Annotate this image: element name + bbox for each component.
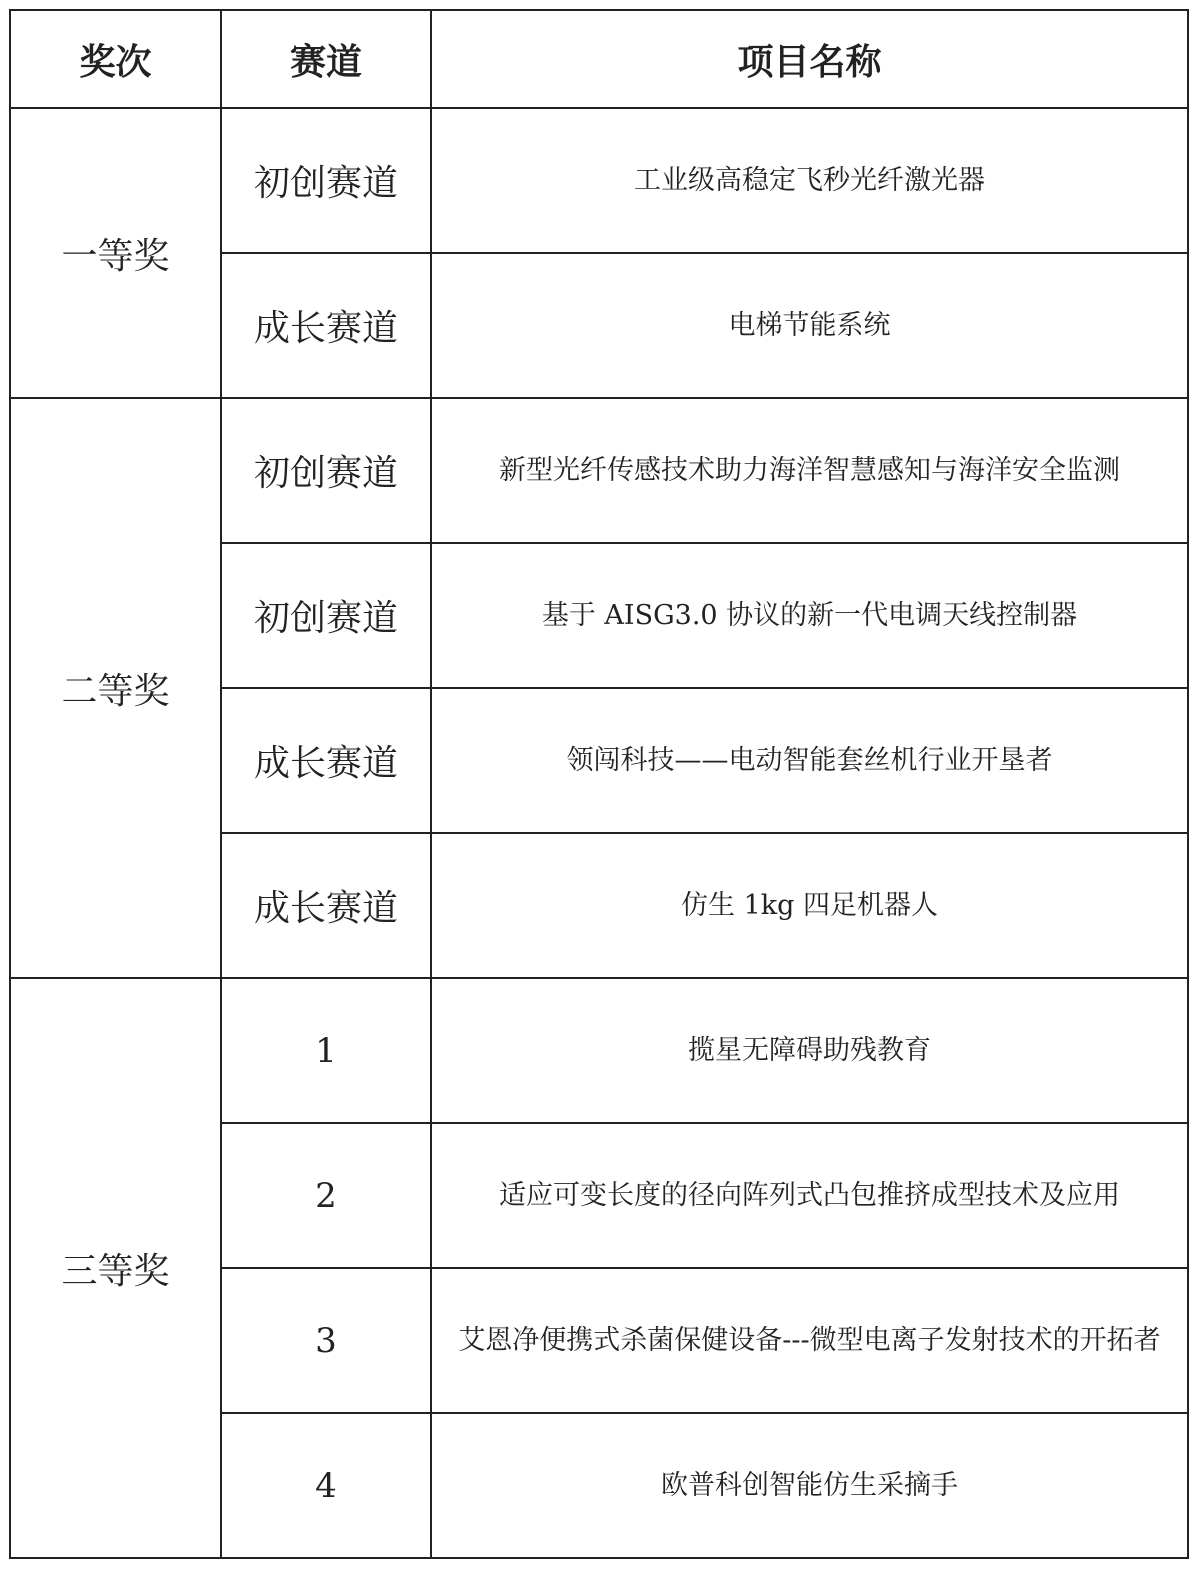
project-cell: 艾恩净便携式杀菌保健设备---微型电离子发射技术的开拓者 <box>431 1268 1188 1413</box>
track-cell: 成长赛道 <box>221 833 431 978</box>
project-cell: 适应可变长度的径向阵列式凸包推挤成型技术及应用 <box>431 1123 1188 1268</box>
project-cell: 仿生 1kg 四足机器人 <box>431 833 1188 978</box>
rank-cell: 3 <box>221 1268 431 1413</box>
project-cell: 基于 AISG3.0 协议的新一代电调天线控制器 <box>431 543 1188 688</box>
track-cell: 初创赛道 <box>221 398 431 543</box>
award-cell-first: 一等奖 <box>10 108 221 398</box>
project-cell: 电梯节能系统 <box>431 253 1188 398</box>
track-cell: 成长赛道 <box>221 688 431 833</box>
header-row <box>10 10 1188 108</box>
project-cell: 揽星无障碍助残教育 <box>431 978 1188 1123</box>
project-cell: 欧普科创智能仿生采摘手 <box>431 1413 1188 1558</box>
track-cell: 初创赛道 <box>221 108 431 253</box>
rank-cell: 4 <box>221 1413 431 1558</box>
track-cell: 初创赛道 <box>221 543 431 688</box>
track-cell: 成长赛道 <box>221 253 431 398</box>
table-row <box>10 398 1188 543</box>
awards-table <box>9 9 1189 1559</box>
table-row <box>10 108 1188 253</box>
header-track: 赛道 <box>221 10 431 108</box>
header-award: 奖次 <box>10 10 221 108</box>
project-cell: 新型光纤传感技术助力海洋智慧感知与海洋安全监测 <box>431 398 1188 543</box>
project-cell: 工业级高稳定飞秒光纤激光器 <box>431 108 1188 253</box>
rank-cell: 2 <box>221 1123 431 1268</box>
award-cell-third: 三等奖 <box>10 978 221 1558</box>
table-row <box>10 978 1188 1123</box>
rank-cell: 1 <box>221 978 431 1123</box>
project-cell: 领闯科技——电动智能套丝机行业开垦者 <box>431 688 1188 833</box>
header-project: 项目名称 <box>431 10 1188 108</box>
award-cell-second: 二等奖 <box>10 398 221 978</box>
